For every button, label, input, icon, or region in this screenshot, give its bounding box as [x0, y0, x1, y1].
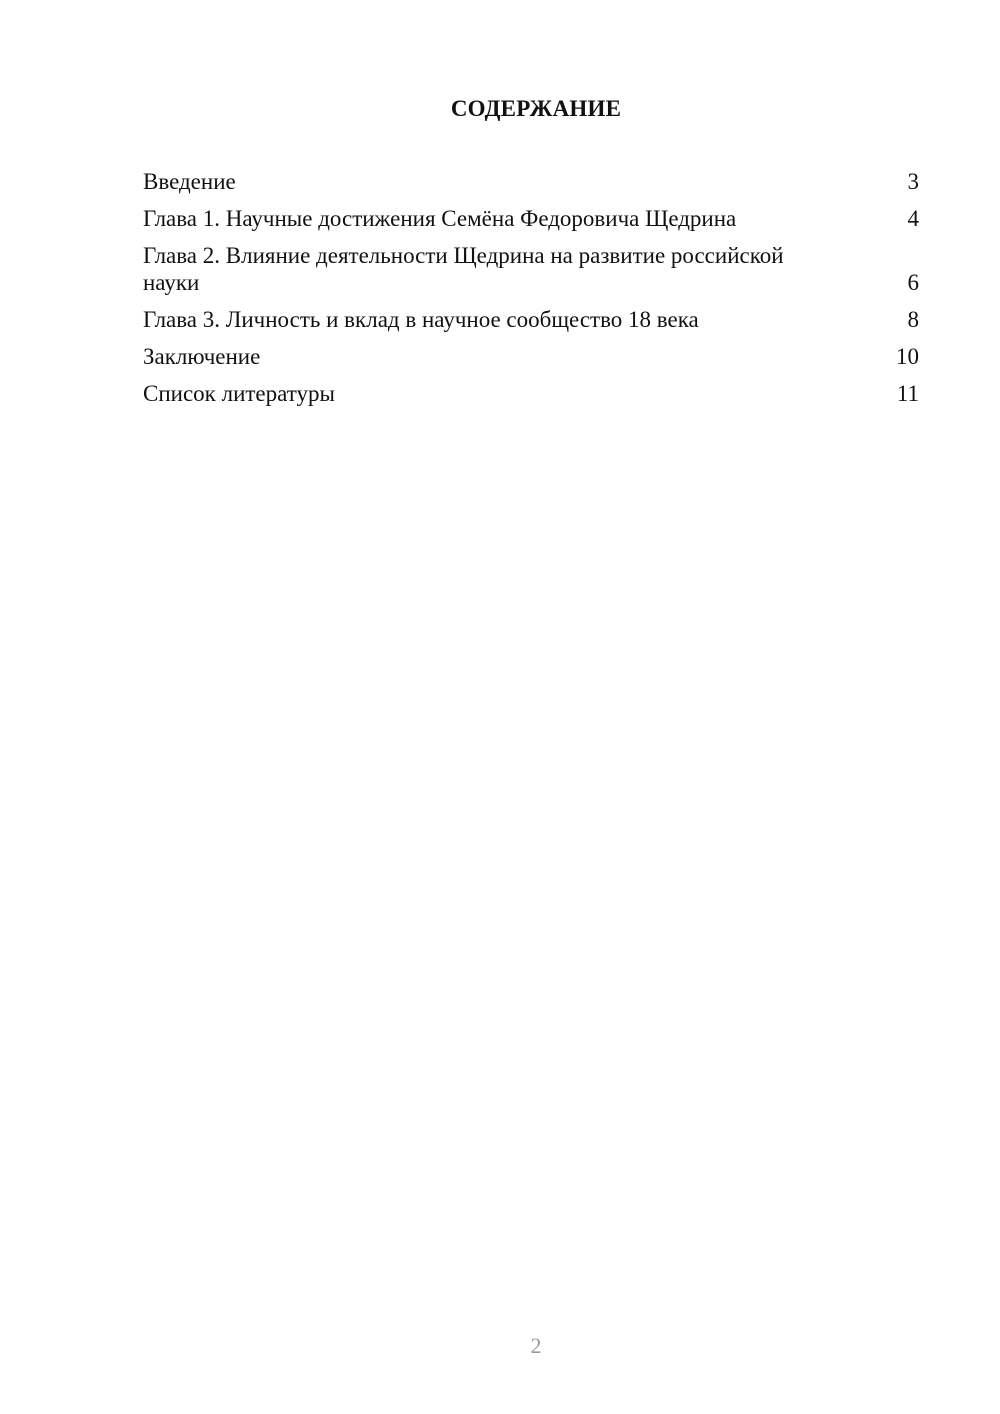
page-number: 2 — [530, 1333, 542, 1358]
toc-entry-page: 4 — [907, 206, 919, 231]
toc-entry-page: 3 — [907, 169, 919, 194]
toc-entry-chapter-3 — [143, 306, 919, 333]
toc-entry-introduction — [143, 168, 919, 195]
toc-heading: СОДЕРЖАНИЕ — [450, 96, 622, 121]
toc-entry-conclusion — [143, 343, 919, 370]
toc-entry-title: Глава 3. Личность и вклад в научное сообщество 18 века — [143, 307, 699, 332]
toc-entry-title: Глава 1. Научные достижения Семёна Федоровича Щедрина — [143, 206, 737, 231]
toc-entry-page: 10 — [896, 344, 919, 369]
toc-entry-chapter-1 — [143, 205, 919, 232]
toc-entry-title: Введение — [143, 169, 236, 194]
table-of-contents — [143, 168, 919, 417]
toc-entry-page: 11 — [896, 381, 919, 406]
toc-entry-page: 6 — [907, 270, 919, 295]
toc-entry-title: Глава 2. Влияние деятельности Щедрина на развитие российской науки — [143, 243, 784, 295]
toc-entry-title: Список литературы — [143, 381, 335, 406]
toc-entry-page: 8 — [907, 307, 919, 332]
toc-entry-title: Заключение — [143, 344, 261, 369]
toc-entry-chapter-2 — [143, 242, 919, 296]
toc-entry-bibliography — [143, 380, 919, 407]
